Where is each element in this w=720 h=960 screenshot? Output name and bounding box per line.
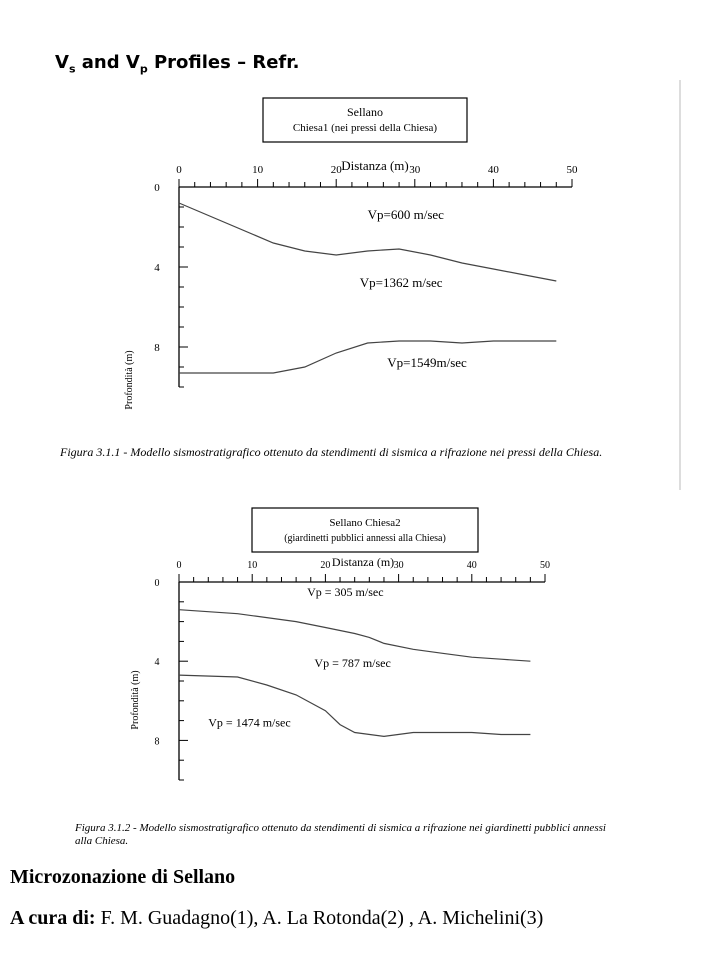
x-tick-label: 30	[393, 560, 404, 571]
velocity-annotation: Vp = 305 m/sec	[307, 584, 384, 599]
footer-heading: Microzonazione di Sellano	[10, 866, 236, 888]
title-part: and V	[75, 52, 140, 73]
x-tick-label: 10	[247, 560, 258, 571]
velocity-annotation: Vp=600 m/sec	[367, 207, 444, 222]
y-tick-label: 0	[154, 182, 160, 194]
figure-1-caption: Figura 3.1.1 - Modello sismostratigrafico ottenuto da stendimenti di sismica a rifrazione nei pressi della Chiesa.	[60, 445, 603, 459]
figure-2-caption: Figura 3.1.2 - Modello sismostratigrafico ottenuto da stendimenti di sismica a rifrazione nei giardinetti pubblici annessi alla Chiesa.	[75, 822, 606, 847]
page-title	[55, 52, 299, 76]
figure-2-ylabel: Profondità (m)	[130, 670, 141, 730]
figure-1-plot	[179, 203, 556, 373]
x-tick-label: 40	[487, 164, 499, 176]
figure-1-ylabel: Profondità (m)	[124, 350, 135, 410]
figure-2-plot	[179, 585, 530, 737]
y-tick-label: 4	[154, 262, 160, 274]
velocity-annotation: Vp = 787 m/sec	[314, 656, 391, 671]
velocity-annotation: Vp=1549m/sec	[387, 355, 467, 370]
figure-2-caption-box	[75, 822, 625, 860]
figure-1-xlabel: Distanza (m)	[341, 158, 409, 173]
figure-1-caption-box	[60, 445, 660, 490]
figure-2-box-title-1: Sellano Chiesa2	[329, 517, 401, 529]
title-part: Profiles – Refr.	[147, 52, 300, 73]
figure-1-box-title-1: Sellano	[347, 105, 383, 119]
x-tick-label: 0	[176, 560, 182, 571]
y-tick-label: 8	[154, 342, 160, 354]
x-tick-label: 50	[566, 164, 578, 176]
figure-2-xlabel: Distanza (m)	[331, 555, 395, 569]
y-tick-label: 0	[154, 578, 160, 589]
authors-text: F. M. Guadagno(1), A. La Rotonda(2) , A. Michelini(3)	[95, 907, 544, 929]
authors-label: A cura di:	[10, 907, 96, 929]
x-tick-label: 30	[409, 164, 421, 176]
footer-authors	[10, 907, 543, 930]
y-tick-label: 8	[154, 736, 160, 748]
figure-1-box-title-2: Chiesa1 (nei pressi della Chiesa)	[292, 122, 438, 134]
x-tick-label: 40	[466, 560, 477, 571]
title-part: V	[55, 52, 69, 73]
x-tick-label: 10	[252, 164, 264, 176]
title-subscript: p	[139, 62, 148, 76]
velocity-annotation: Vp=1362 m/sec	[359, 275, 443, 290]
figure-2-chart	[0, 500, 720, 860]
x-tick-label: 20	[330, 164, 342, 176]
interface-line	[179, 341, 556, 373]
velocity-annotation: Vp = 1474 m/sec	[208, 715, 291, 730]
figure-1-chart	[0, 80, 720, 495]
figure-2-title-box	[252, 508, 478, 552]
x-tick-label: 0	[176, 164, 182, 176]
x-tick-label: 20	[320, 560, 331, 571]
y-tick-label: 4	[154, 657, 160, 669]
x-tick-label: 50	[540, 560, 550, 571]
title-subscript: s	[68, 62, 76, 76]
figure-2-box-title-2: (giardinetti pubblici annessi alla Chiesa)	[284, 533, 446, 544]
interface-line	[179, 610, 530, 662]
